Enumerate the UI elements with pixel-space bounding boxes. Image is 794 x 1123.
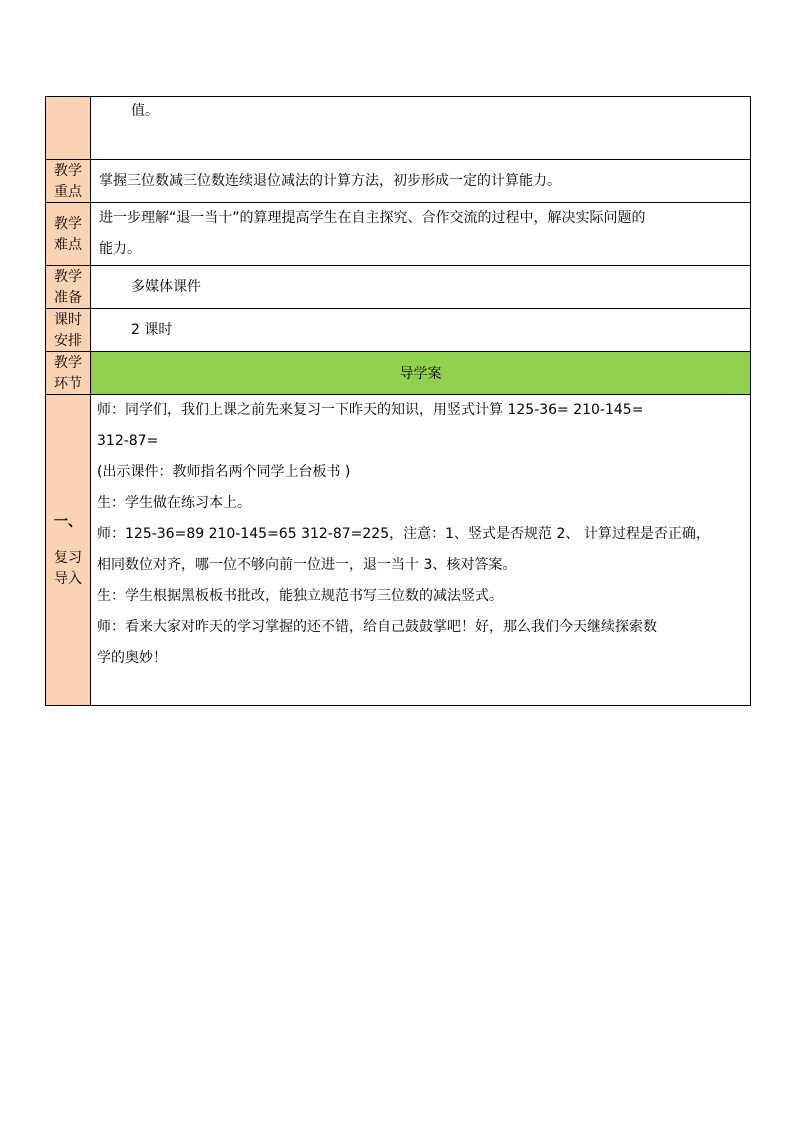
table-row-stage <box>46 352 751 395</box>
label-line: 导入 <box>54 571 82 587</box>
difficulty-text-line1: 进一步理解“退一当十”的算理提高学生在自主探究、合作交流的过程中，解决实际问题的 <box>99 210 646 226</box>
row-content-time <box>91 309 751 352</box>
value-text: 值。 <box>131 103 159 119</box>
label-line: 难点 <box>54 237 82 253</box>
review-line: 师：125-36=89 210-145=65 312-87=225，注意：1、竖式是否规范 2、 计算过程是否正确， <box>97 526 710 542</box>
row-content-value <box>91 97 751 160</box>
review-line: 师：同学们，我们上课之前先来复习一下昨天的知识，用竖式计算 125-36= 210-145= <box>97 402 644 418</box>
review-line: (出示课件：教师指名两个同学上台板书 ) <box>97 464 351 480</box>
label-line: 教学 <box>54 355 82 371</box>
stage-header-cell: 导学案 <box>91 352 751 395</box>
row-content-review <box>91 395 751 706</box>
review-line: 生：学生根据黑板板书批改，能独立规范书写三位数的减法竖式。 <box>97 588 503 604</box>
prep-text: 多媒体课件 <box>131 279 201 295</box>
table-row-focus <box>46 160 751 203</box>
focus-text: 掌握三位数减三位数连续退位减法的计算方法，初步形成一定的计算能力。 <box>99 173 561 189</box>
row-label-difficulty <box>46 203 91 266</box>
lesson-plan-table <box>45 96 751 706</box>
row-content-prep <box>91 266 751 309</box>
row-label-focus <box>46 160 91 203</box>
section-number: 一、 <box>54 514 82 530</box>
table-row-review <box>46 395 751 706</box>
label-line: 教学 <box>54 269 82 285</box>
review-line: 312-87= <box>97 433 159 449</box>
review-line: 学的奥妙！ <box>97 650 167 666</box>
review-line: 师：看来大家对昨天的学习掌握的还不错，给自己鼓鼓掌吧！好，那么我们今天继续探索数 <box>97 619 657 635</box>
label-line: 准备 <box>54 290 82 306</box>
label-line: 安排 <box>54 333 82 349</box>
row-label-stage <box>46 352 91 395</box>
label-line: 教学 <box>54 216 82 232</box>
row-content-focus <box>91 160 751 203</box>
label-line: 教学 <box>54 163 82 179</box>
table-row-difficulty <box>46 203 751 266</box>
row-label-prep <box>46 266 91 309</box>
review-line: 生：学生做在练习本上。 <box>97 495 251 511</box>
row-content-difficulty <box>91 203 751 266</box>
label-line: 复习 <box>54 550 82 566</box>
table-row-prep <box>46 266 751 309</box>
row-label-review <box>46 395 91 706</box>
table-row-value <box>46 97 751 160</box>
row-label-empty <box>46 97 91 160</box>
label-line: 环节 <box>54 376 82 392</box>
label-line: 重点 <box>54 184 82 200</box>
label-line: 课时 <box>54 312 82 328</box>
time-text: 2 课时 <box>131 322 173 338</box>
review-line: 相同数位对齐，哪一位不够向前一位进一，退一当十 3、核对答案。 <box>97 557 517 573</box>
difficulty-text-line2: 能力。 <box>99 241 141 257</box>
table-row-time <box>46 309 751 352</box>
row-label-time <box>46 309 91 352</box>
